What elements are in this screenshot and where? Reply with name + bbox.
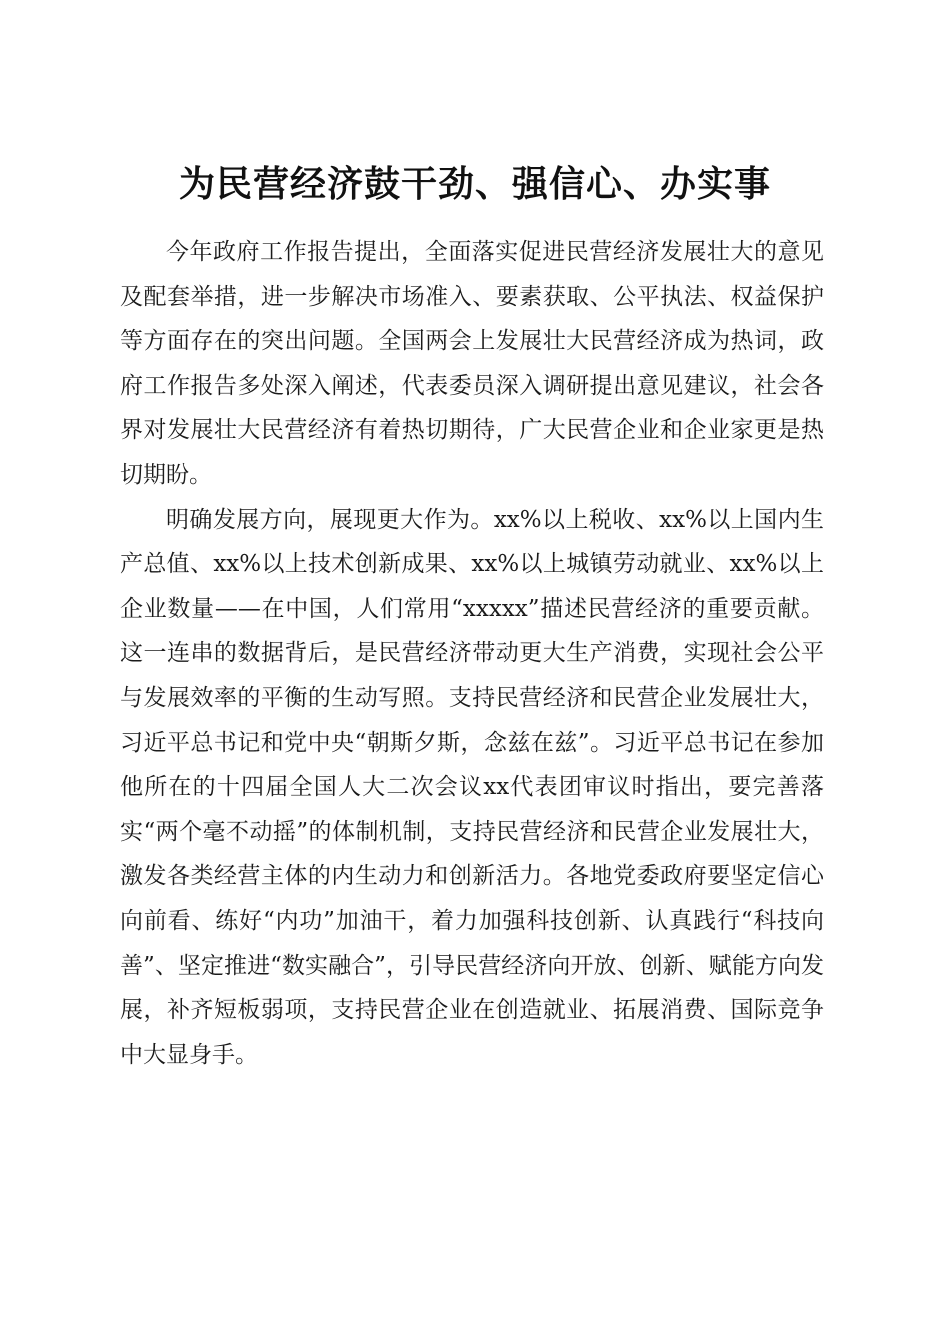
paragraph-1: 今年政府工作报告提出，全面落实促进民营经济发展壮大的意见及配套举措，进一步解决市场准入、要素获取、公平执法、权益保护等方面存在的突出问题。全国两会上发展壮大民营经济成为热词，政府工作报告多处深入阐述，代表委员深入调研提出意见建议，社会各界对发展壮大民营经济有着热切期待，广大民营企业和企业家更是热切期盼。 [120,239,824,488]
paragraph-2: 明确发展方向，展现更大作为。xx%以上税收、xx%以上国内生产总值、xx%以上技术创新成果、xx%以上城镇劳动就业、xx%以上企业数量——在中国，人们常用“xxxxx”描述民营经济的重要贡献。这一连串的数据背后，是民营经济带动更大生产消费，实现社会公平与发展效率的平衡的生动写照。支持民营经济和民营企业发展壮大，习近平总书记和党中央“朝斯夕斯，念兹在兹”。习近平总书记在参加他所在的十四届全国人大二次会议xx代表团审议时指出，要完善落实“两个毫不动摇”的体制机制，支持民营经济和民营企业发展壮大，激发各类经营主体的内生动力和创新活力。各地党委政府要坚定信心向前看、练好“内功”加油干，着力加强科技创新、认真践行“科技向善”、坚定推进“数实融合”，引导民营经济向开放、创新、赋能方向发展，补齐短板弱项，支持民营企业在创造就业、拓展消费、国际竞争中大显身手。 [120,506,824,1068]
document-body [120,230,824,1077]
document-title: 为民营经济鼓干劲、强信心、办实事 [178,163,771,206]
